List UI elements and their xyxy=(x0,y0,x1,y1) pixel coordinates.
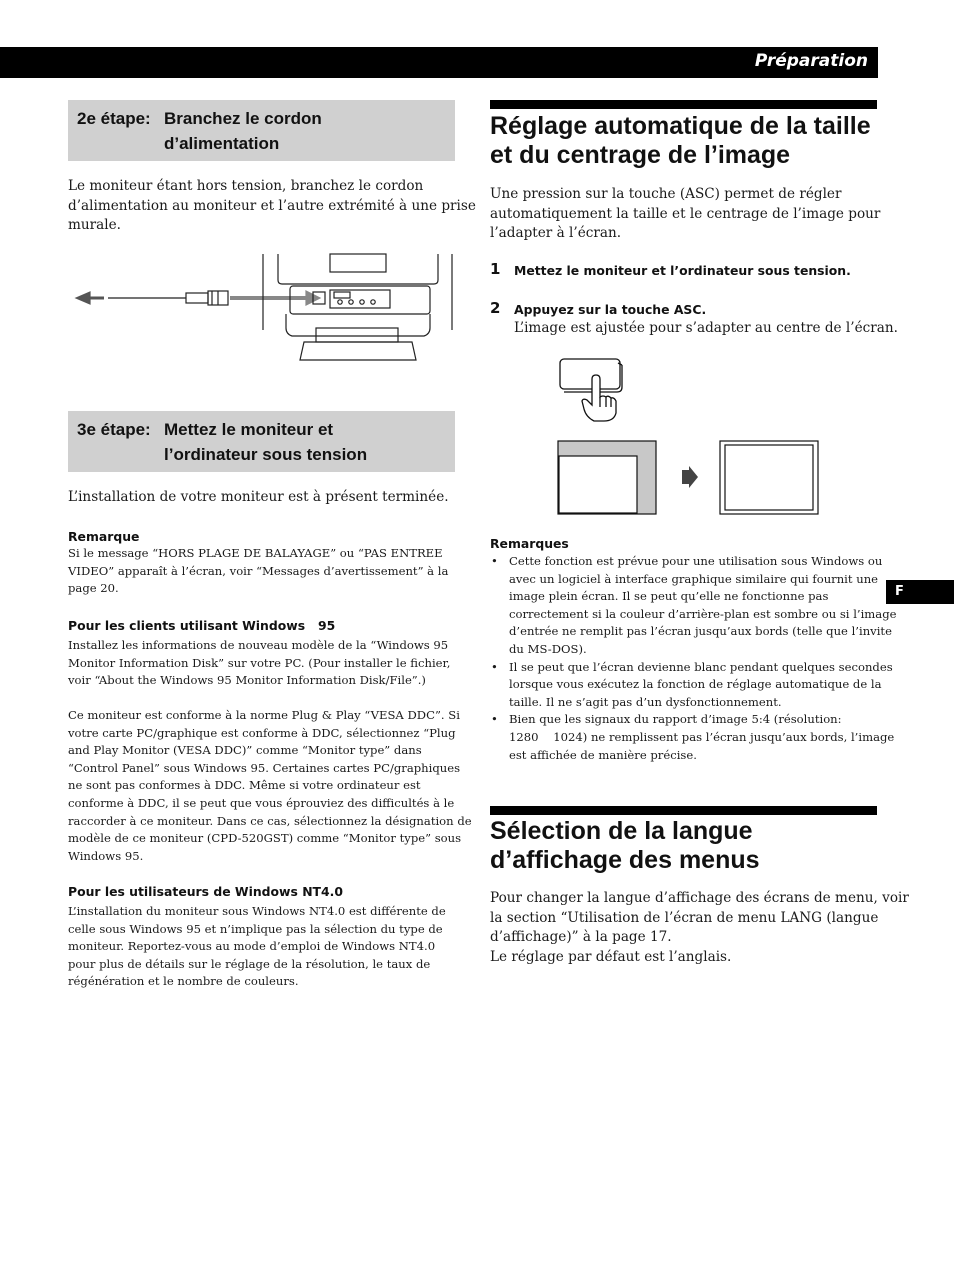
language-tab xyxy=(886,580,954,604)
asc-step2-text: Appuyez sur la touche ASC. xyxy=(514,302,707,317)
step3-title-line2: l’ordinateur sous tension xyxy=(164,445,368,464)
step3-title-line1: Mettez le moniteur et xyxy=(164,420,334,439)
remarques-list xyxy=(490,553,897,764)
after-image xyxy=(725,445,813,510)
asc-step1-text: Mettez le moniteur et l’ordinateur sous tension. xyxy=(514,263,851,278)
asc-step1-number: 1 xyxy=(490,260,501,278)
lang-title: Sélection de la langue d’affichage des menus xyxy=(490,817,760,874)
remarques-heading: Remarques xyxy=(490,536,569,551)
step3-label: 3e étape: xyxy=(77,420,151,439)
list-item: • Cette fonction est prévue pour une utilisation sous Windows ou avec un logiciel à interface graphique similaire qui fournit une image plein écran. Il se peut qu’elle ne fonctionne pas correctement si la couleur d’arrière-plan est sombre ou si l’image d’entrée ne remplit pas l’écran jusqu’aux bords (telle que l’invite du MS-DOS). xyxy=(490,553,880,659)
image-adjustment-illustration xyxy=(556,440,821,520)
power-cord-illustration xyxy=(68,250,458,370)
asc-step2-number: 2 xyxy=(490,299,501,317)
nt40-heading: Pour les utilisateurs de Windows NT4.0 xyxy=(68,884,343,899)
before-image xyxy=(559,456,637,513)
step2-heading-box xyxy=(68,100,455,161)
asc-step2-desc: L’image est ajustée pour s’adapter au centre de l’écran. xyxy=(514,320,898,336)
list-item: • Bien que les signaux du rapport d’image 5:4 (résolution: 1280 1024) ne remplissent pas l’écran jusqu’aux bords, l’image est affichée de manière précise. xyxy=(490,711,880,764)
section-title: Préparation xyxy=(754,51,868,71)
step2-text: Le moniteur étant hors tension, branchez le cordon d’alimentation au moniteur et l’autre extrémité à une prise murale. xyxy=(68,178,476,233)
asc-button-press-illustration xyxy=(556,357,646,427)
arrow-right-icon xyxy=(682,466,698,488)
remark-text: Si le message “HORS PLAGE DE BALAYAGE” ou “PAS ENTREE VIDEO” apparaît à l’écran, voir “Messages d’avertissement” à la page 20. xyxy=(68,546,449,596)
win95-para1: Installez les informations de nouveau modèle de la “Windows 95 Monitor Information Disk” sur votre PC. (Pour installer le fichier, voir “About the Windows 95 Monitor Information Disk/File”.) xyxy=(68,638,451,688)
step3-heading-box xyxy=(68,411,455,472)
nt40-text: L’installation du moniteur sous Windows NT4.0 est différente de celle sous Windows 95 et n’implique pas la sélection du type de moniteur. Reportez-vous au mode d’emploi de Windows NT4.0 pour plus de détails sur le réglage de la résolution, le taux de régénération et le nombre de couleurs. xyxy=(68,904,446,989)
step2-label: 2e étape: xyxy=(77,109,151,128)
list-item: • Il se peut que l’écran devienne blanc pendant quelques secondes lorsque vous exécutez la fonction de réglage automatique de la taille. Il ne s’agit pas d’un dysfonctionnement. xyxy=(490,659,880,712)
asc-rule xyxy=(490,100,877,109)
header-bar xyxy=(0,47,878,78)
win95-para2: Ce moniteur est conforme à la norme Plug & Play “VESA DDC”. Si votre carte PC/graphique est conforme à DDC, sélectionnez “Plug and Play Monitor (VESA DDC)” comme “Monitor type” dans “Control Panel” sous Windows 95. Certaines cartes PC/graphiques ne sont pas conformes à DDC. Même si votre ordinateur est conforme à DDC, il se peut que vous éprouviez des difficultés à le raccorder à ce moniteur. Dans ce cas, sélectionnez la désignation de modèle de ce moniteur (CPD-520GST) comme “Monitor type” sous Windows 95. xyxy=(68,708,472,863)
remark-heading: Remarque xyxy=(68,529,140,544)
language-tab-label: F xyxy=(895,584,904,599)
step2-title-line2: d’alimentation xyxy=(164,134,280,153)
lang-text: Pour changer la langue d’affichage des écrans de menu, voir la section “Utilisation de l’écran de menu LANG (langue d’affichage)” à la page 17. Le réglage par défaut est l’anglais. xyxy=(490,890,909,965)
step3-text: L’installation de votre moniteur est à présent terminée. xyxy=(68,489,449,505)
lang-rule xyxy=(490,806,877,815)
step2-title-line1: Branchez le cordon xyxy=(164,109,322,128)
asc-intro: Une pression sur la touche (ASC) permet de régler automatiquement la taille et le centrage de l’image pour l’adapter à l’écran. xyxy=(490,186,881,241)
asc-title: Réglage automatique de la taille et du centrage de l’image xyxy=(490,112,871,169)
win95-heading: Pour les clients utilisant Windows 95 xyxy=(68,618,336,633)
